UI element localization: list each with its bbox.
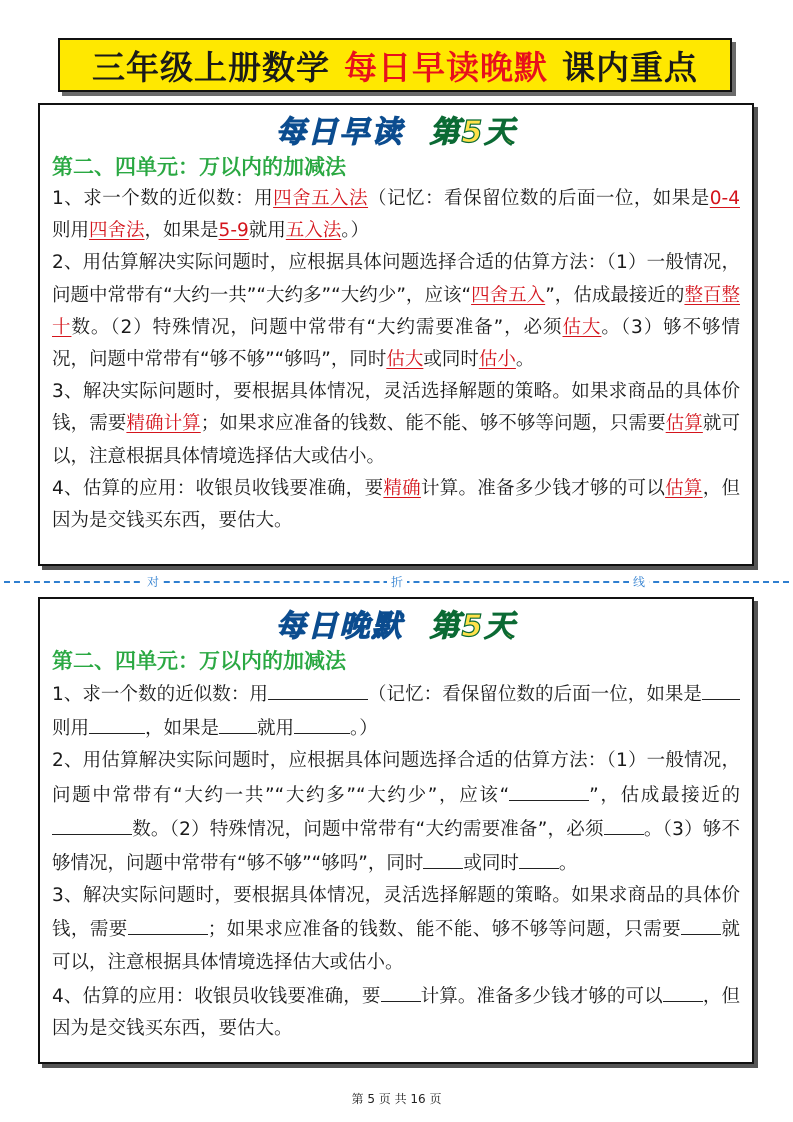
text: 1、求一个数的近似数：用 bbox=[52, 188, 274, 209]
text: 。（3）够不够情况，问题中常带有“够不够”“够吗”，同时 bbox=[52, 818, 740, 875]
text: 数。（2）特殊情况，问题中常带有“大约需要准备”，必须 bbox=[132, 818, 604, 840]
text: 2、用估算解决实际问题时，应根据具体问题选择合适的估算方法：（1）一般情况，问题中常带有“大约一共”“大约多”“大约少”，应该“ bbox=[52, 252, 740, 306]
text: 则用 bbox=[52, 718, 90, 740]
text: 2、用估算解决实际问题时，应根据具体问题选择合适的估算方法：（1）一般情况，问题中常带有“大约一共”“大约多”“大约少”，应该“ bbox=[52, 750, 740, 806]
text: 3、解决实际问题时，要根据具体情况，灵活选择解题的策略。如果求商品的具体价钱，需要 bbox=[52, 885, 740, 941]
answer: 估小 bbox=[478, 349, 516, 371]
evening-point-1 bbox=[52, 677, 740, 745]
morning-day-label: 第5天 bbox=[429, 115, 517, 150]
text: 计算。准备多少钱才够的可以 bbox=[420, 477, 666, 499]
answer: 四舍五入 bbox=[471, 284, 546, 306]
text: 计算。准备多少钱才够的可以 bbox=[420, 985, 663, 1007]
text: 。 bbox=[558, 853, 578, 875]
text: 4、估算的应用：收银员收钱要准确，要 bbox=[52, 477, 384, 499]
answer: 四舍五入法 bbox=[273, 188, 369, 209]
fill-blank[interactable] bbox=[509, 778, 589, 801]
text: ；如果求应准备的钱数、能不能、够不够等问题，只需要 bbox=[200, 413, 666, 435]
fill-blank[interactable] bbox=[89, 711, 145, 734]
text: 就用 bbox=[257, 718, 295, 740]
fill-blank[interactable] bbox=[219, 711, 257, 734]
text: 或同时 bbox=[463, 853, 519, 875]
fill-blank[interactable] bbox=[268, 677, 368, 700]
text: ，但因为是交钱买东西，要估大。 bbox=[52, 985, 740, 1040]
fold-label-1: 对 bbox=[143, 573, 163, 590]
text: 或同时 bbox=[423, 349, 479, 371]
text: 3、解决实际问题时，要根据具体情况，灵活选择解题的策略。如果求商品的具体价钱，需要 bbox=[52, 381, 740, 435]
fill-blank[interactable] bbox=[681, 912, 721, 935]
page-footer: 第 5 页 共 16 页 bbox=[351, 1092, 442, 1106]
morning-unit-heading: 第二、四单元：万以内的加减法 bbox=[52, 155, 346, 179]
fill-blank[interactable] bbox=[381, 979, 421, 1002]
morning-title: 每日早读 bbox=[275, 115, 404, 150]
fold-label-2: 折 bbox=[387, 573, 407, 590]
fill-blank[interactable] bbox=[294, 711, 350, 734]
morning-point-4 bbox=[52, 473, 740, 537]
answer: 五入法 bbox=[285, 220, 342, 242]
evening-point-4 bbox=[52, 979, 740, 1045]
fill-blank[interactable] bbox=[52, 812, 132, 835]
text: 。（3）够不够情况，问题中常带有“够不够”“够吗”，同时 bbox=[52, 316, 740, 371]
evening-point-3 bbox=[52, 880, 740, 979]
fill-blank[interactable] bbox=[519, 846, 559, 869]
text: 则用 bbox=[52, 220, 90, 242]
morning-reading-panel bbox=[38, 103, 754, 566]
header-highlight: 每日早读晚默 bbox=[344, 47, 548, 87]
fill-blank[interactable] bbox=[702, 677, 740, 700]
text: 4、估算的应用：收银员收钱要准确，要 bbox=[52, 985, 381, 1007]
evening-point-2 bbox=[52, 745, 740, 880]
text: 1、求一个数的近似数：用 bbox=[52, 684, 268, 705]
text: ，如果是 bbox=[145, 718, 220, 740]
text: ，如果是 bbox=[144, 220, 219, 242]
answer: 整百整十 bbox=[52, 284, 740, 338]
morning-point-2 bbox=[52, 247, 740, 376]
text: （记忆：看保留位数的后面一位，如果是 bbox=[368, 188, 710, 209]
text: 就用 bbox=[248, 220, 286, 242]
fill-blank[interactable] bbox=[423, 846, 463, 869]
header-title: 三年级上册数学 bbox=[92, 47, 330, 87]
text: 数。（2）特殊情况，问题中常带有“大约需要准备”，必须 bbox=[71, 316, 563, 338]
fold-line bbox=[4, 571, 789, 591]
evening-day-label: 第5天 bbox=[429, 609, 517, 644]
text: 。） bbox=[341, 220, 370, 242]
answer: 精确 bbox=[383, 477, 421, 499]
fill-blank[interactable] bbox=[604, 812, 644, 835]
answer: 精确计算 bbox=[126, 413, 201, 435]
evening-dictation-panel bbox=[38, 597, 754, 1064]
text: 。 bbox=[515, 349, 535, 371]
fold-label-3: 线 bbox=[629, 573, 649, 590]
evening-unit-heading: 第二、四单元：万以内的加减法 bbox=[52, 649, 346, 673]
answer: 5-9 bbox=[218, 220, 249, 242]
header-subtitle: 课内重点 bbox=[562, 47, 698, 87]
text: 就可以，注意根据具体情境选择估大或估小。 bbox=[52, 413, 740, 467]
answer: 四舍法 bbox=[89, 220, 145, 242]
text: ；如果求应准备的钱数、能不能、够不够等问题，只需要 bbox=[207, 919, 682, 941]
fill-blank[interactable] bbox=[663, 979, 703, 1002]
text: ”，估成最接近的 bbox=[589, 784, 740, 806]
evening-day-title bbox=[52, 609, 740, 645]
answer: 0-4 bbox=[709, 188, 740, 209]
answer: 估大 bbox=[386, 349, 424, 371]
morning-point-3 bbox=[52, 376, 740, 473]
answer: 估大 bbox=[562, 316, 602, 338]
text: ，但因为是交钱买东西，要估大。 bbox=[52, 477, 740, 532]
evening-title: 每日晚默 bbox=[275, 609, 404, 644]
text: 。） bbox=[350, 718, 378, 740]
answer: 估算 bbox=[665, 477, 703, 499]
answer: 估算 bbox=[665, 413, 703, 435]
fill-blank[interactable] bbox=[128, 912, 208, 935]
text: ”，估成最接近的 bbox=[545, 284, 685, 306]
morning-day-title bbox=[52, 115, 740, 151]
morning-point-1 bbox=[52, 183, 740, 247]
text: （记忆：看保留位数的后面一位，如果是 bbox=[367, 684, 702, 705]
text: 就可以，注意根据具体情境选择估大或估小。 bbox=[52, 919, 740, 973]
page-header bbox=[58, 38, 732, 92]
